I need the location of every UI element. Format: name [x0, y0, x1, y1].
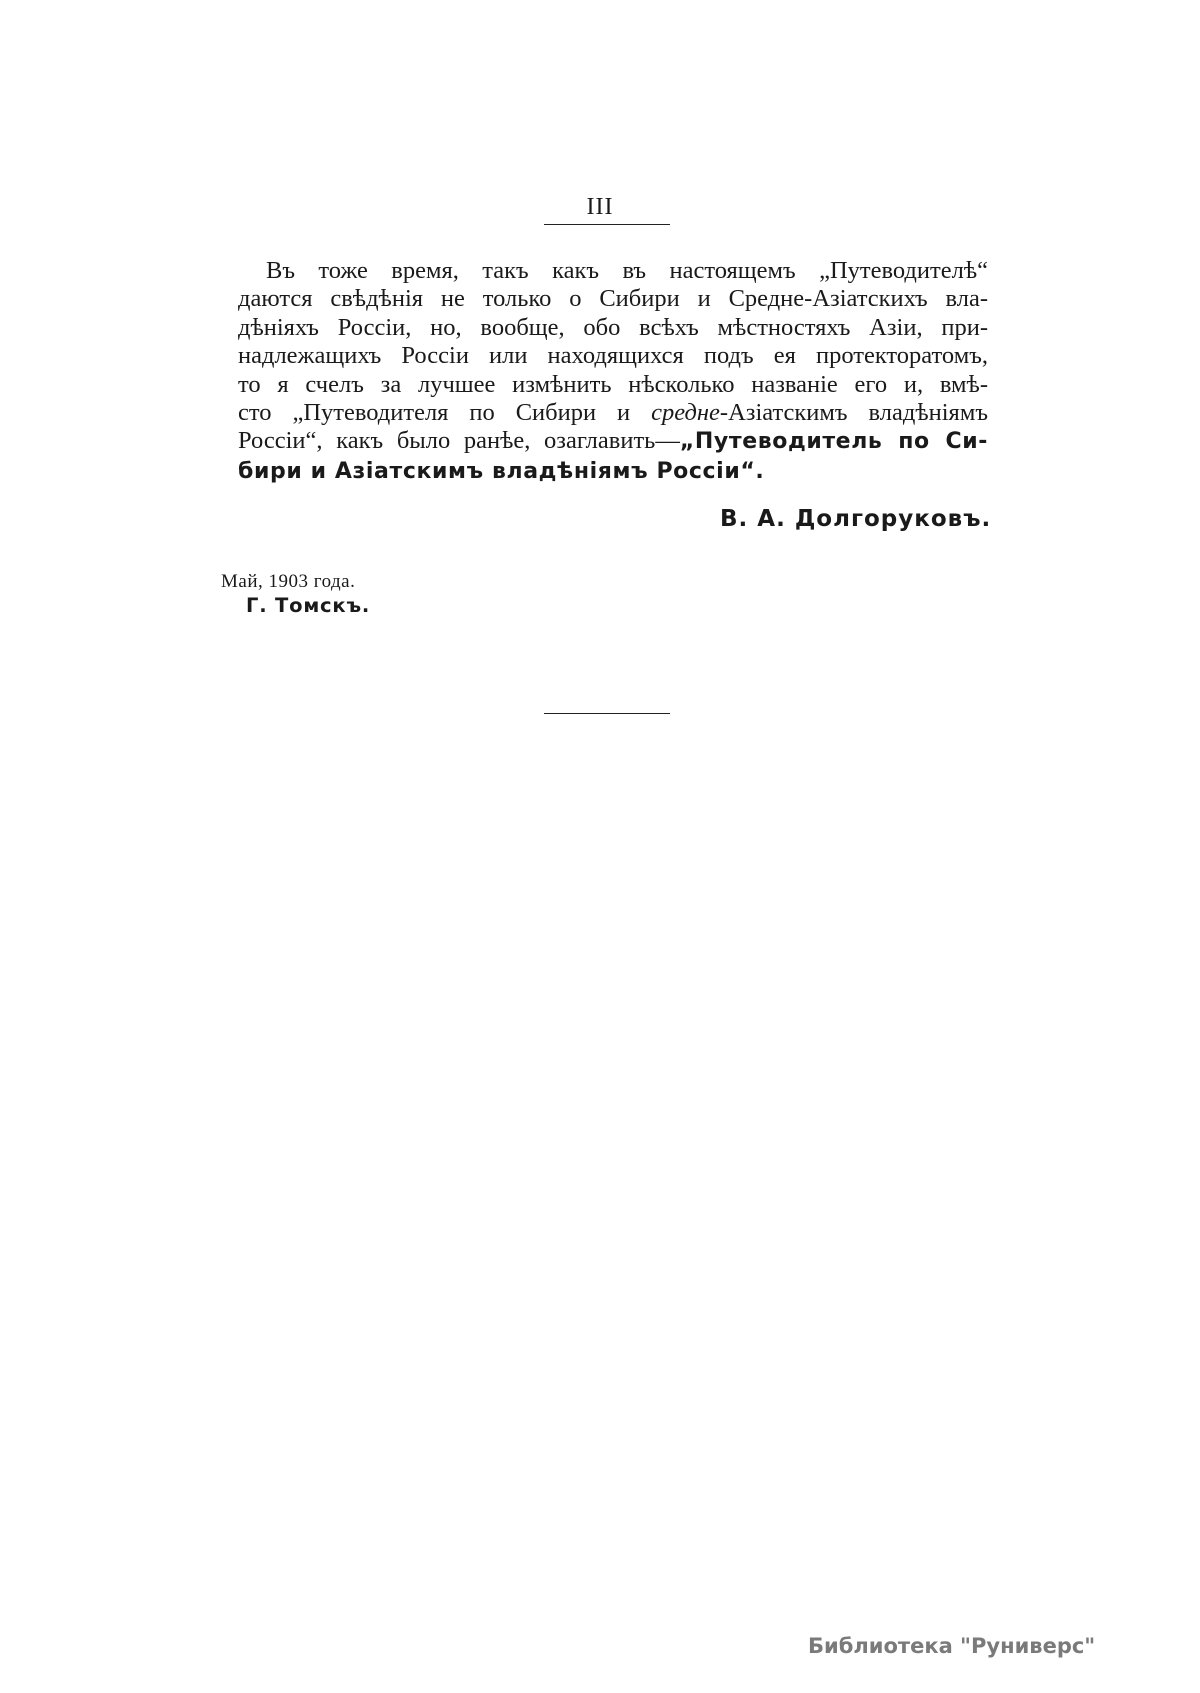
bottom-divider [544, 713, 670, 714]
page-number: III [586, 194, 614, 220]
paragraph-line: надлежащихъ Россіи или находящихся подъ ея протекторатомъ, [238, 342, 988, 370]
italic-word: средне [651, 399, 720, 427]
paragraph-line [238, 457, 988, 486]
book-title: бири и Азіатскимъ владѣніямъ Россіи“. [238, 458, 765, 484]
line-text: сто „Путеводителя по Сибири и [238, 399, 652, 427]
author-signature: В. А. Долгоруковъ. [720, 506, 992, 532]
line-text: Россіи“, какъ было ранѣе, озаглавить— [238, 427, 680, 455]
book-title: „Путеводитель по Си- [679, 429, 988, 455]
line-text: -Азіатскимъ владѣніямъ [719, 399, 988, 427]
body-paragraph [238, 257, 988, 486]
library-watermark: Библиотека "Руниверс" [808, 1634, 1096, 1658]
date-line: Май, 1903 года. [221, 571, 356, 592]
paragraph-line: даются свѣдѣнія не только о Сибири и Средне-Азіатскихъ вла- [238, 285, 988, 313]
paragraph-line: Въ тоже время, такъ какъ въ настоящемъ „Путеводителѣ“ [266, 257, 988, 284]
paragraph-line [238, 399, 988, 427]
paragraph-line: то я счелъ за лучшее измѣнить нѣсколько названіе его и, вмѣ- [238, 370, 988, 398]
place-line: Г. Томскъ. [246, 594, 371, 617]
paragraph-line: дѣніяхъ Россіи, но, вообще, обо всѣхъ мѣстностяхъ Азіи, при- [238, 313, 988, 341]
paragraph-line [238, 427, 988, 456]
top-divider [544, 224, 670, 225]
